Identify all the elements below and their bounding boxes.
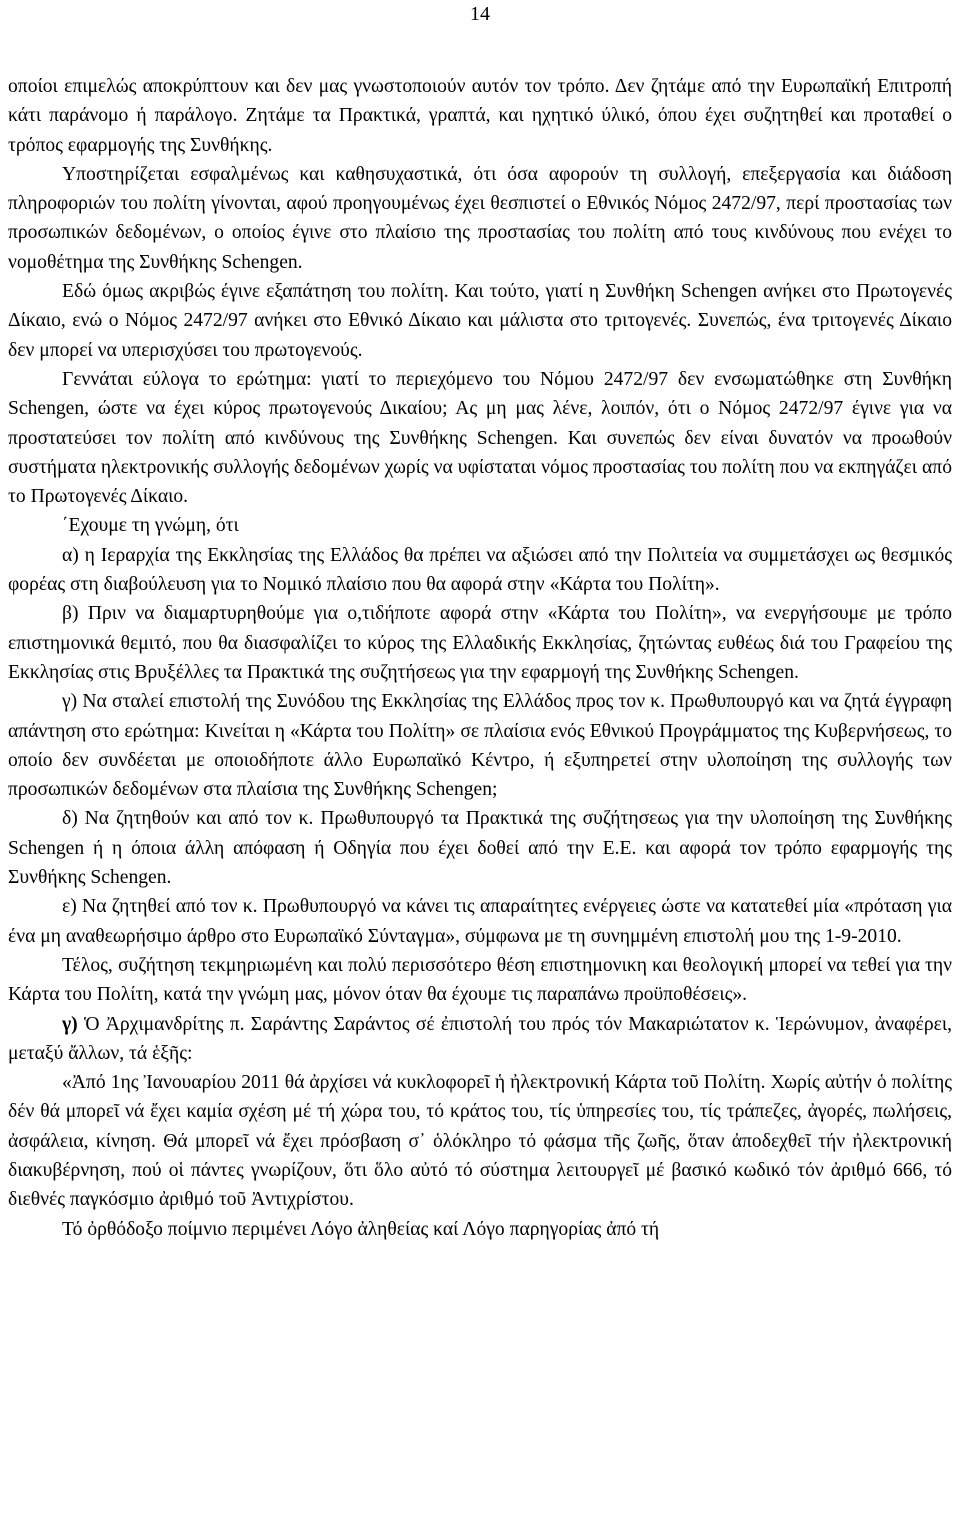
list-item-c: γ) Να σταλεί επιστολή της Συνόδου της Εκκλησίας της Ελλάδος προς τον κ. Πρωθυπουργό και να ζητά έγγραφη απάντηση στο ερώτημα: Κινείται η «Κάρτα του Πολίτη» σε πλαίσια ενός Εθνικού Προγράμματος της Κυβερνήσεως, το οποίο δεν συνδέεται με οποιοδήποτε άλλο Ευρωπαϊκό Κέντρο, ή εξυπηρετεί στην υλοποίηση της συλλογής των προσωπικών δεδομένων στα πλαίσια της Συνθήκης Schengen; xyxy=(8,691,952,801)
list-item-a: α) η Ιεραρχία της Εκκλησίας της Ελλάδος θα πρέπει να αξιώσει από την Πολιτεία να συμμετάσχει ως θεσμικός φορέας στη διαβούλευση για το Νομικό πλαίσιο που θα αφορά στην «Κάρτα του Πολίτη». xyxy=(8,544,952,596)
list-item-b: β) Πριν να διαμαρτυρηθούμε για ο,τιδήποτε αφορά στην «Κάρτα του Πολίτη», να ενεργήσουμε με τρόπο επιστημονικά θεμιτό, που θα διασφαλίζει το κύρος της Ελλαδικής Εκκλησίας, ζητώντας ευθέως διά του Γραφείου της Εκκλησίας στις Βρυξέλλες τα Πρακτικά της συζητήσεως για την εφαρμογή της Συνθήκης Schengen. xyxy=(8,603,952,683)
paragraph-question: Γεννάται εύλογα το ερώτημα: γιατί το περιεχόμενο του Νόμου 2472/97 δεν ενσωματώθηκε στη Συνθήκη Schengen, ώστε να έχει κύρος πρωτογενούς Δικαίου; Ας μη μας λένε, λοιπόν, ότι ο Νόμος 2472/97 έγινε για να προστατεύσει τον πολίτη από κινδύνους της Συνθήκης Schengen. Και συνεπώς δεν είναι δυνατόν να προωθούν συστήματα ηλεκτρονικής συλλογής δεδομένων χωρίς να υφίσταται νόμος προστασίας του πολίτη που να εκπηγάζει από το Πρωτογενές Δίκαιο. xyxy=(8,368,952,508)
list-item-d: δ) Να ζητηθούν και από τον κ. Πρωθυπουργό τα Πρακτικά της συζήτησεως για την υλοποίηση της Συνθήκης Schengen ή η όποια άλλη απόφαση ή Οδηγία που έχει δοθεί από την Ε.Ε. και αφορά τον τρόπο εφαρμογής της Συνθήκης Schengen. xyxy=(8,808,952,889)
paragraph-opinion-intro: ΄Εχουμε τη γνώμη, ότι xyxy=(62,515,239,537)
paragraph-flock: Τό ὀρθόδοξο ποίμνιο περιμένει Λόγο ἀληθείας καί Λόγο παρηγορίας ἀπό τή xyxy=(62,1218,660,1240)
paragraph-deception: Εδώ όμως ακριβώς έγινε εξαπάτηση του πολίτη. Και τούτο, γιατί η Συνθήκη Schengen ανήκει στο Πρωτογενές Δίκαιο, ενώ ο Νόμος 2472/97 ανήκει στο Εθνικό Δίκαιο και μάλιστα στο τριτογενές. Συνεπώς, ένα τριτογενές Δίκαιο δεν μπορεί να υπερισχύσει του πρωτογενούς. xyxy=(8,281,952,361)
paragraph-archimandrite xyxy=(8,1010,952,1069)
paragraph-quote: «Ἀπό 1ης Ἰανουαρίου 2011 θά ἀρχίσει νά κυκλοφορεῖ ἡ ἠλεκτρονική Κάρτα τοῦ Πολίτη. Χωρίς αὐτήν ὁ πολίτης δέν θά μπορεῖ νά ἔχει καμία σχέση μέ τή χώρα του, τό κράτος του, τίς ὑπηρεσίες του, τίς τράπεζες, ἀγορές, πωλήσεις, ἀσφάλεια, κίνηση. Θά μπορεῖ νά ἔχει πρόσβαση σ᾿ ὁλόκληρο τό φάσμα τῆς ζωῆς, ὅταν ἀποδεχθεῖ τήν ἠλεκτρονική διακυβέρνηση, πού οἱ πάντες γνωρίζουν, ὅτι ὅλο αὐτό τό σύστημα λειτουργεῖ μέ βασικό κωδικό τόν ἀριθμό 666, τό διεθνές παγκόσμιο ἀριθμό τοῦ Ἀντιχρίστου. xyxy=(8,1072,952,1211)
paragraph-continuation: οποίοι επιμελώς αποκρύπτουν και δεν μας γνωστοποιούν αυτόν τον τρόπο. Δεν ζητάμε από την Ευρωπαϊκή Επιτροπή κάτι παράνομο ή παράλογο. Ζητάμε τα Πρακτικά, γραπτά, και ηχητικό ύλικό, όπου έχει συζητηθεί και προταθεί ο τρόπος εφαρμογής της Συνθήκης. xyxy=(8,76,952,156)
paragraph-law-2472: Υποστηρίζεται εσφαλμένως και καθησυχαστικά, ότι όσα αφορούν τη συλλογή, επεξεργασία και διάδοση πληροφοριών του πολίτη γίνονται, αφού προηγουμένως έχει θεσπιστεί ο Εθνικός Νόμος 2472/97, περί προστασίας των προσωπικών δεδομένων, ο οποίος έγινε στο πλαίσιο της προστασίας του πολίτη από τους κινδύνους που ενέχει το νομοθέτημα της Συνθήκης Schengen. xyxy=(8,163,952,273)
paragraph-conclusion: Τέλος, συζήτηση τεκμηριωμένη και πολύ περισσότερο θέση επιστημονικη και θεολογική μπορεί να τεθεί για την Κάρτα του Πολίτη, κατά την γνώμη μας, μόνον όταν θα έχουμε τις παραπάνω προϋποθέσεις». xyxy=(8,954,952,1006)
paragraph-archimandrite-text: Ὁ Ἀρχιμανδρίτης π. Σαράντης Σαράντος σέ ἐπιστολή του πρός τόν Μακαριώτατον κ. Ἱερώνυμον, ἀναφέρει, μεταξύ ἄλλων, τά ἑξῆς: xyxy=(8,1013,952,1064)
list-item-e: ε) Να ζητηθεί από τον κ. Πρωθυπουργό να κάνει τις απαραίτητες ενέργειες ώστε να κατατεθεί μία «πρόταση για ένα μη αναθεωρήσιμο άρθρο στο Ευρωπαϊκό Σύνταγμα», σύμφωνα με τη συνημμένη επιστολή μου της 1-9-2010. xyxy=(8,896,952,947)
page-number: 14 xyxy=(470,3,490,25)
bold-lead-label: γ) xyxy=(62,1013,78,1035)
document-body xyxy=(8,72,952,1244)
